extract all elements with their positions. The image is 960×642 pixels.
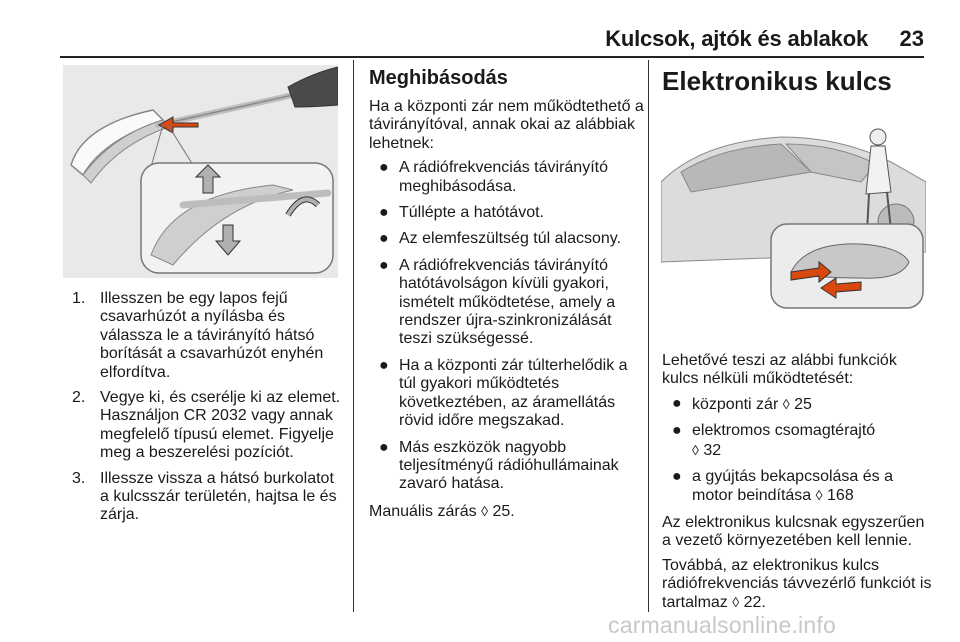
page-title: Kulcsok, ajtók és ablakok [605,26,868,51]
electronic-key-intro: Lehetővé teszi az alábbi funkciók kulcs nélküli működtetését: [662,352,897,388]
list-item-text: központi zár [692,395,779,413]
page-reference-link[interactable]: 25 [794,395,812,413]
page-reference-icon: ◊ [732,594,740,611]
remote-function-paragraph [662,557,932,613]
list-item [662,395,932,414]
bullet-icon: ● [672,394,682,412]
reference-text: Manuális zárás [369,502,477,520]
page-header [0,0,960,60]
list-item [662,468,932,506]
paragraph-text: Továbbá, az elektronikus kulcs rádiófrekvenciás távvezérlő funkciót is tartalmaz [662,556,932,612]
key-fob-screwdriver-drawing [63,65,338,278]
bullet-icon: ● [379,230,389,248]
step-number: 3. [72,469,86,487]
list-item-text: A rádiófrekvenciás távirányító meghibásodása. [399,159,608,195]
list-item [369,159,644,196]
page-reference-icon: ◊ [782,395,790,412]
column-divider-2 [648,60,649,612]
bullet-icon: ● [379,204,389,222]
page-reference-link[interactable]: 32 [703,441,722,459]
manual-locking-reference [369,502,644,521]
malfunction-intro: Ha a központi zár nem működtethető a távirányítóval, annak okai az alábbiak lehetnek: [369,98,644,152]
section-title-malfunction: Meghibásodás [369,67,508,89]
header-divider [60,56,924,58]
bullet-icon: ● [379,256,389,274]
malfunction-section [369,66,644,527]
page-reference-icon: ◊ [692,441,699,458]
step-number: 2. [72,389,86,407]
list-item-text: Az elemfeszültség túl alacsony. [399,230,622,248]
bullet-icon: ● [672,468,682,486]
list-item [369,230,644,248]
step-item [72,470,347,525]
section-title-electronic-key: Elektronikus kulcs [662,66,892,96]
list-item-text: Túllépte a hatótávot. [399,204,544,222]
electronic-key-section [662,66,932,619]
list-item-text: Ha a központi zár túlterhelődik a túl gyakori működtetés következtében, az áramellátás rövid időre megszakad. [399,356,628,430]
page-reference-icon: ◊ [481,502,488,519]
list-item-text: elektromos csomagtérajtó [692,422,876,440]
list-item [369,357,644,431]
list-item [369,439,644,494]
list-item [662,422,932,460]
list-item-text: Más eszközök nagyobb teljesítményű rádióhullámainak zavaró hatása. [399,438,619,493]
list-item [369,257,644,349]
list-item [369,204,644,222]
step-text: Illesszen be egy lapos fejű csavarhúzót a nyílásba és válassza le a távirányító hátsó borítását a csavarhúzót enyhén elfordítva. [100,290,324,381]
page-reference-icon: ◊ [815,487,823,504]
key-battery-illustration [63,65,338,278]
step-item [72,389,347,463]
illustration-spacer [662,96,932,352]
step-text: Vegye ki, és cserélje ki az elemet. Használjon CR 2032 vagy annak megfelelő típusú elemet. Figyelje meg a beszerelési pozíciót. [100,389,341,462]
page-reference-link[interactable]: 25. [492,502,515,520]
step-number: 1. [72,290,86,307]
list-item-text: A rádiófrekvenciás távirányító hatótávolságon kívüli gyakori, ismételt működtetése, amely a rendszer újra-szinkronizálását teszi szükségessé. [399,256,616,348]
watermark: carmanualsonline.info [608,612,836,638]
step-text: Illessze vissza a hátsó burkolatot a kulcsszár területén, hajtsa le és zárja. [100,469,337,524]
bullet-icon: ● [379,438,389,456]
page-number: 23 [899,26,924,51]
bullet-icon: ● [379,159,389,177]
page-reference-link[interactable]: 22. [743,594,766,612]
battery-replacement-steps [72,290,347,532]
bullet-icon: ● [379,356,389,374]
step-item [72,290,347,382]
page-reference-link[interactable]: 168 [827,487,854,505]
list-item-text: a gyújtás bekapcsolása és a motor beindítása [692,468,894,505]
proximity-paragraph: Az elektronikus kulcsnak egyszerűen a vezető környezetében kell lennie. [662,513,925,550]
column-divider-1 [353,60,354,612]
bullet-icon: ● [672,422,682,440]
